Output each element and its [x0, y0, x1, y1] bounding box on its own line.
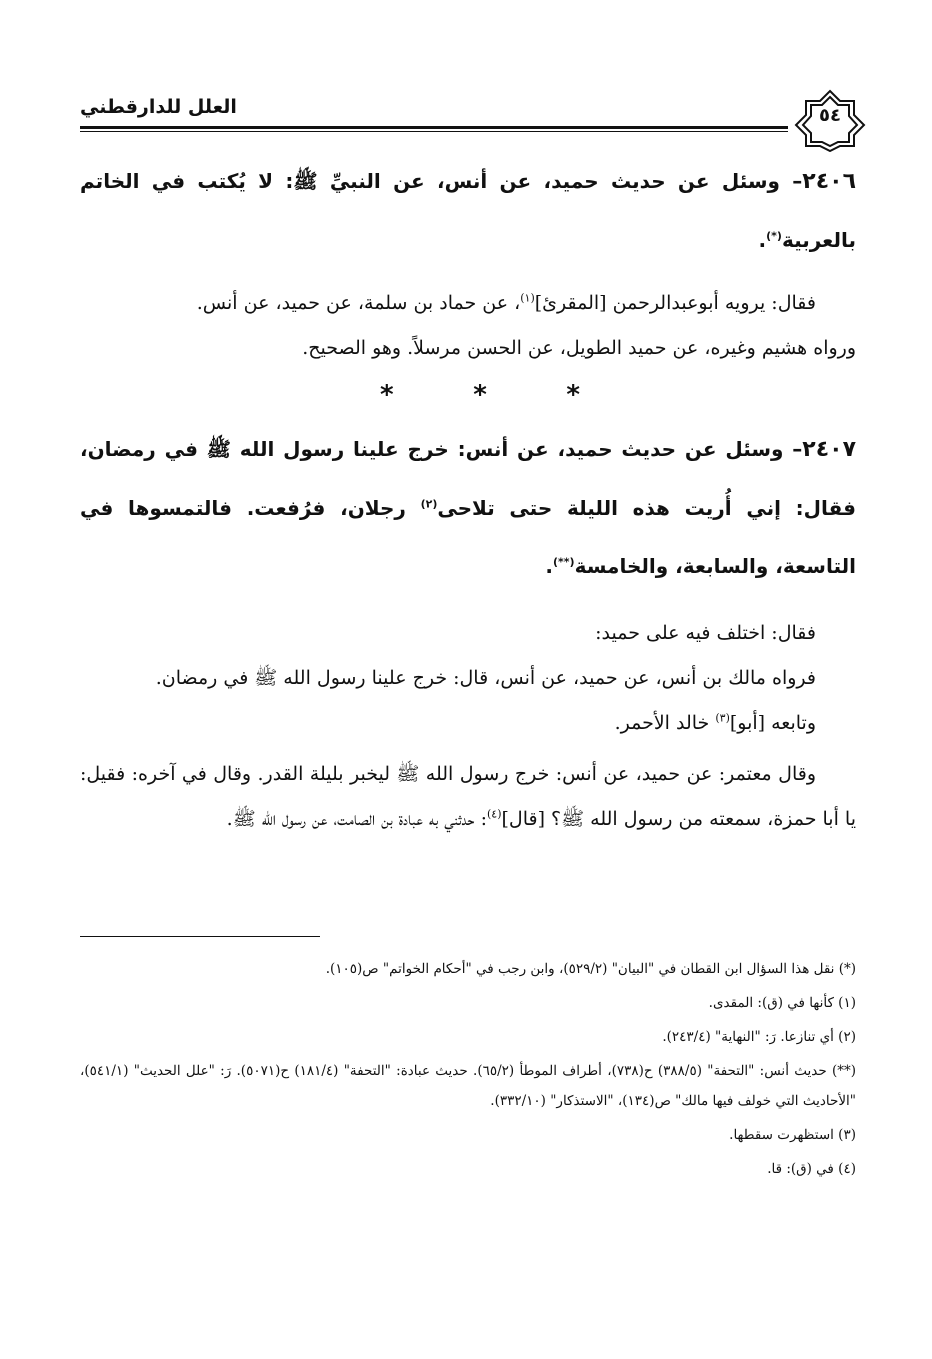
footnote: (*) نقل هذا السؤال ابن القطان في "البيان" (٥٢٩/٢)، وابن رجب في "أحكام الخواتم" ص(١٠٥).: [325, 961, 856, 977]
entry-heading: ٢٤٠٧– وسئل عن حديث حميد، عن أنس: خرج علينا رسول الله ﷺ في رمضان، فقال: إني أُريت هذه الليلة حتى تلاحى$^{(٢)}$ رجلان، فرُفعت. فالتمسوها في التاسعة، والسابعة، والخامسة(**).: [80, 437, 856, 578]
footnote-ref: (١): [520, 291, 535, 305]
entry-number: ٢٤٠٧: [802, 437, 856, 462]
answer-paragraph: [80, 281, 856, 326]
footnote: (٤) في (ق): قا.: [767, 1161, 856, 1177]
footnote-ref: (٤): [487, 807, 502, 821]
page-number: ٥٤: [819, 105, 841, 126]
section-separator: [380, 380, 580, 410]
footnote: (٣) استظهرت سقطها.: [729, 1127, 856, 1143]
narration-paragraph: [80, 752, 856, 842]
narration-paragraph: [80, 701, 856, 746]
narration-paragraph: فرواه مالك بن أنس، عن حميد، عن أنس، قال: خرج علينا رسول الله ﷺ في رمضان.: [155, 667, 816, 689]
footnote-mark: (**): [553, 555, 575, 569]
footnote-ref: (٣): [715, 711, 730, 725]
entry-2407: [80, 420, 856, 842]
narration-text: وقال معتمر: عن حميد، عن أنس: خرج رسول الله ﷺ ليخبر بليلة القدر. وقال في آخره: فقيل: يا أبا حمزة، سمعته من رسول الله ﷺ؟ [قال]: [80, 763, 856, 830]
footnote: (٢) أي تنازعا. رَ: "النهاية" (٢٤٣/٤).: [662, 1029, 856, 1045]
narration-text: خالد الأحمر.: [614, 712, 716, 734]
answer-paragraph: فقال: اختلف فيه على حميد:: [595, 622, 816, 644]
book-title: العلل للدارقطني: [80, 96, 237, 118]
footnote-mark: (*): [766, 229, 782, 243]
separator-star: *: [566, 380, 580, 410]
page-number-badge: [790, 88, 870, 152]
answer-text: ، عن حماد بن سلمة، عن حميد، عن أنس.: [196, 292, 521, 314]
header-rule-thick: [80, 126, 788, 129]
header-rule-thin: [80, 131, 788, 132]
entry-2406: [80, 152, 856, 371]
entry-heading: ٢٤٠٦– وسئل عن حديث حميد، عن أنس، عن النبيِّ ﷺ: لا يُكتب في الخاتم بالعربية(*).: [80, 169, 856, 252]
narration-text: : حدثني به عبادة بن الصامت، عن رسول الله ﷺ.: [226, 808, 487, 830]
footnote-ref: (٢): [420, 497, 438, 511]
entry-question: رجلان، فرُفعت. فالتمسوها في التاسعة، والسابعة، والخامسة: [80, 496, 856, 578]
page-header: [80, 88, 870, 148]
narration-text: وتابعه [أبو]: [729, 712, 816, 734]
narration-paragraph: ورواه هشيم وغيره، عن حميد الطويل، عن الحسن مرسلاً. وهو الصحيح.: [302, 337, 856, 359]
entry-number: ٢٤٠٦: [802, 169, 856, 194]
entry-question: – وسئل عن حديث حميد، عن أنس، عن النبيِّ ﷺ: لا يُكتب في الخاتم بالعربية: [80, 169, 856, 252]
footnote: (١) كأنها في (ق): المقدى.: [708, 995, 856, 1011]
footnotes-section: [80, 952, 856, 1186]
footnote: (**) حديث أنس: "التحفة" (٣٨٨/٥) ح(٧٣٨)، أطراف الموطأ (٦٥/٢). حديث عبادة: "التحفة" (١٨١/٤) ح(٥٠٧١). رَ: "علل الحديث" (٥٤١/١)، "الأحاديث التي خولف فيها مالك" ص(١٣٤)، "الاستذكار" (٣٣٢/١٠).: [80, 1063, 856, 1109]
separator-star: *: [473, 380, 487, 410]
footnote-divider: [80, 936, 320, 937]
answer-text: فقال: يرويه أبوعبدالرحمن [المقرئ]: [534, 292, 816, 314]
separator-star: *: [380, 380, 394, 410]
entry-question: – وسئل عن حديث حميد، عن أنس: خرج علينا رسول الله ﷺ في رمضان، فقال: إني أُريت هذه الليلة حتى تلاحى: [80, 437, 856, 520]
